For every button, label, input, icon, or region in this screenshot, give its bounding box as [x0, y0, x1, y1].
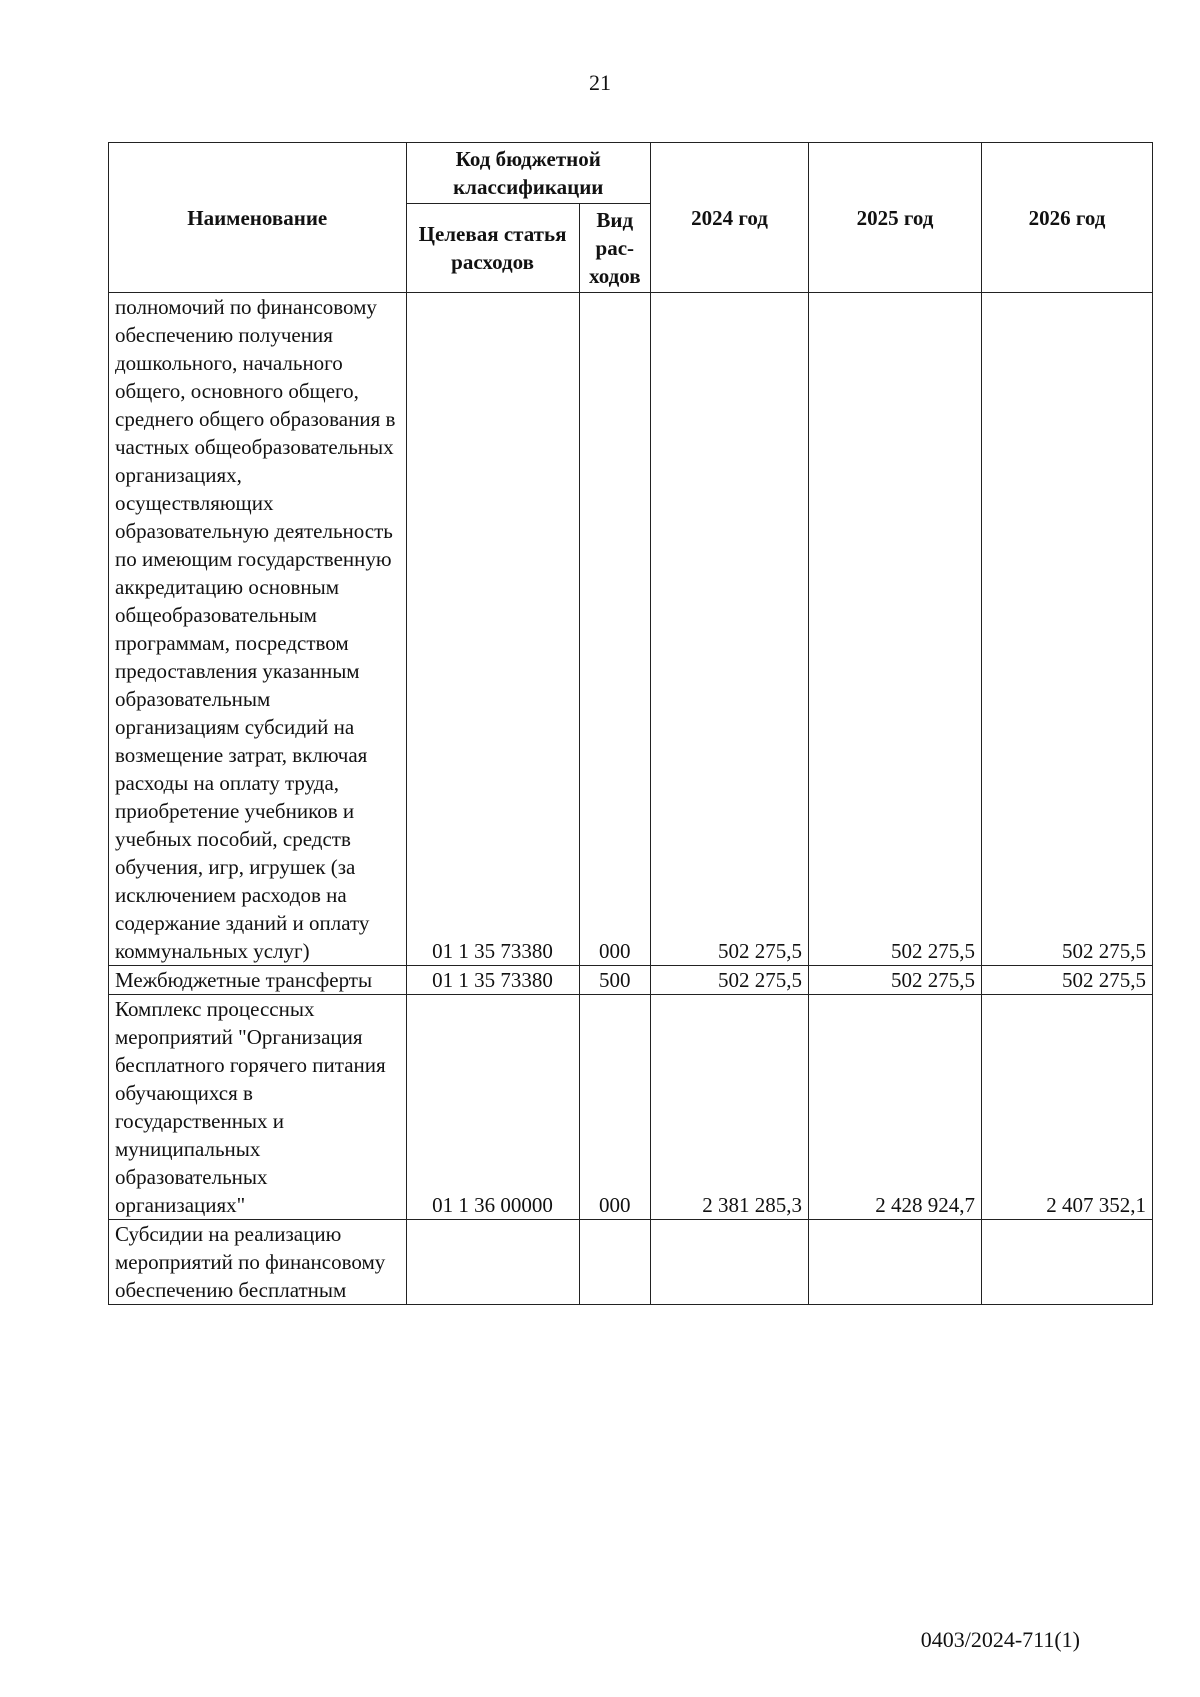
row-target-article: 01 1 36 00000 — [406, 995, 579, 1220]
row-target-article — [406, 1220, 579, 1305]
row-2025: 2 428 924,7 — [808, 995, 981, 1220]
page-number: 21 — [589, 70, 611, 95]
row-expense-type — [579, 1220, 650, 1305]
row-2026: 2 407 352,1 — [982, 995, 1153, 1220]
table-header — [109, 143, 1153, 293]
header-name: Наименование — [109, 143, 407, 293]
row-2024: 502 275,5 — [651, 966, 809, 995]
row-2025 — [808, 1220, 981, 1305]
row-expense-type: 500 — [579, 966, 650, 995]
document-code: 0403/2024-711(1) — [920, 1627, 1080, 1652]
header-2025: 2025 год — [808, 143, 981, 293]
row-expense-type: 000 — [579, 293, 650, 966]
row-2026 — [982, 1220, 1153, 1305]
header-budget-code: Код бюджетной классификации — [406, 143, 651, 204]
row-2024: 2 381 285,3 — [651, 995, 809, 1220]
header-2024: 2024 год — [651, 143, 809, 293]
row-2025: 502 275,5 — [808, 293, 981, 966]
header-target-article: Целевая статья расходов — [406, 204, 579, 293]
row-name: полномочий по финансовому обеспечению получения дошкольного, начального общего, основного общего, среднего общего образования в частных общеобразовательных организациях, осуществляющих образовательную деятельность по имеющим государственную аккредитацию основным общеобразовательным программам, посредством предоставления указанным образовательным организациям субсидий на возмещение затрат, включая расходы на оплату труда, приобретение учебников и учебных пособий, средств обучения, игр, игрушек (за исключением расходов на содержание зданий и оплату коммунальных услуг) — [109, 293, 407, 966]
row-expense-type: 000 — [579, 995, 650, 1220]
header-expense-type: Вид рас-ходов — [579, 204, 650, 293]
row-target-article: 01 1 35 73380 — [406, 966, 579, 995]
row-2024 — [651, 1220, 809, 1305]
row-2024: 502 275,5 — [651, 293, 809, 966]
row-name: Субсидии на реализацию мероприятий по финансовому обеспечению бесплатным — [109, 1220, 407, 1305]
budget-table — [108, 142, 1153, 1305]
table-row — [109, 1220, 1153, 1305]
row-2026: 502 275,5 — [982, 293, 1153, 966]
row-2026: 502 275,5 — [982, 966, 1153, 995]
row-name: Межбюджетные трансферты — [109, 966, 407, 995]
row-target-article: 01 1 35 73380 — [406, 293, 579, 966]
table-row — [109, 293, 1153, 966]
row-name: Комплекс процессных мероприятий "Организация бесплатного горячего питания обучающихся в государственных и муниципальных образовательных организациях" — [109, 995, 407, 1220]
table-row — [109, 995, 1153, 1220]
header-2026: 2026 год — [982, 143, 1153, 293]
table-body — [109, 293, 1153, 1305]
row-2025: 502 275,5 — [808, 966, 981, 995]
table-row — [109, 966, 1153, 995]
